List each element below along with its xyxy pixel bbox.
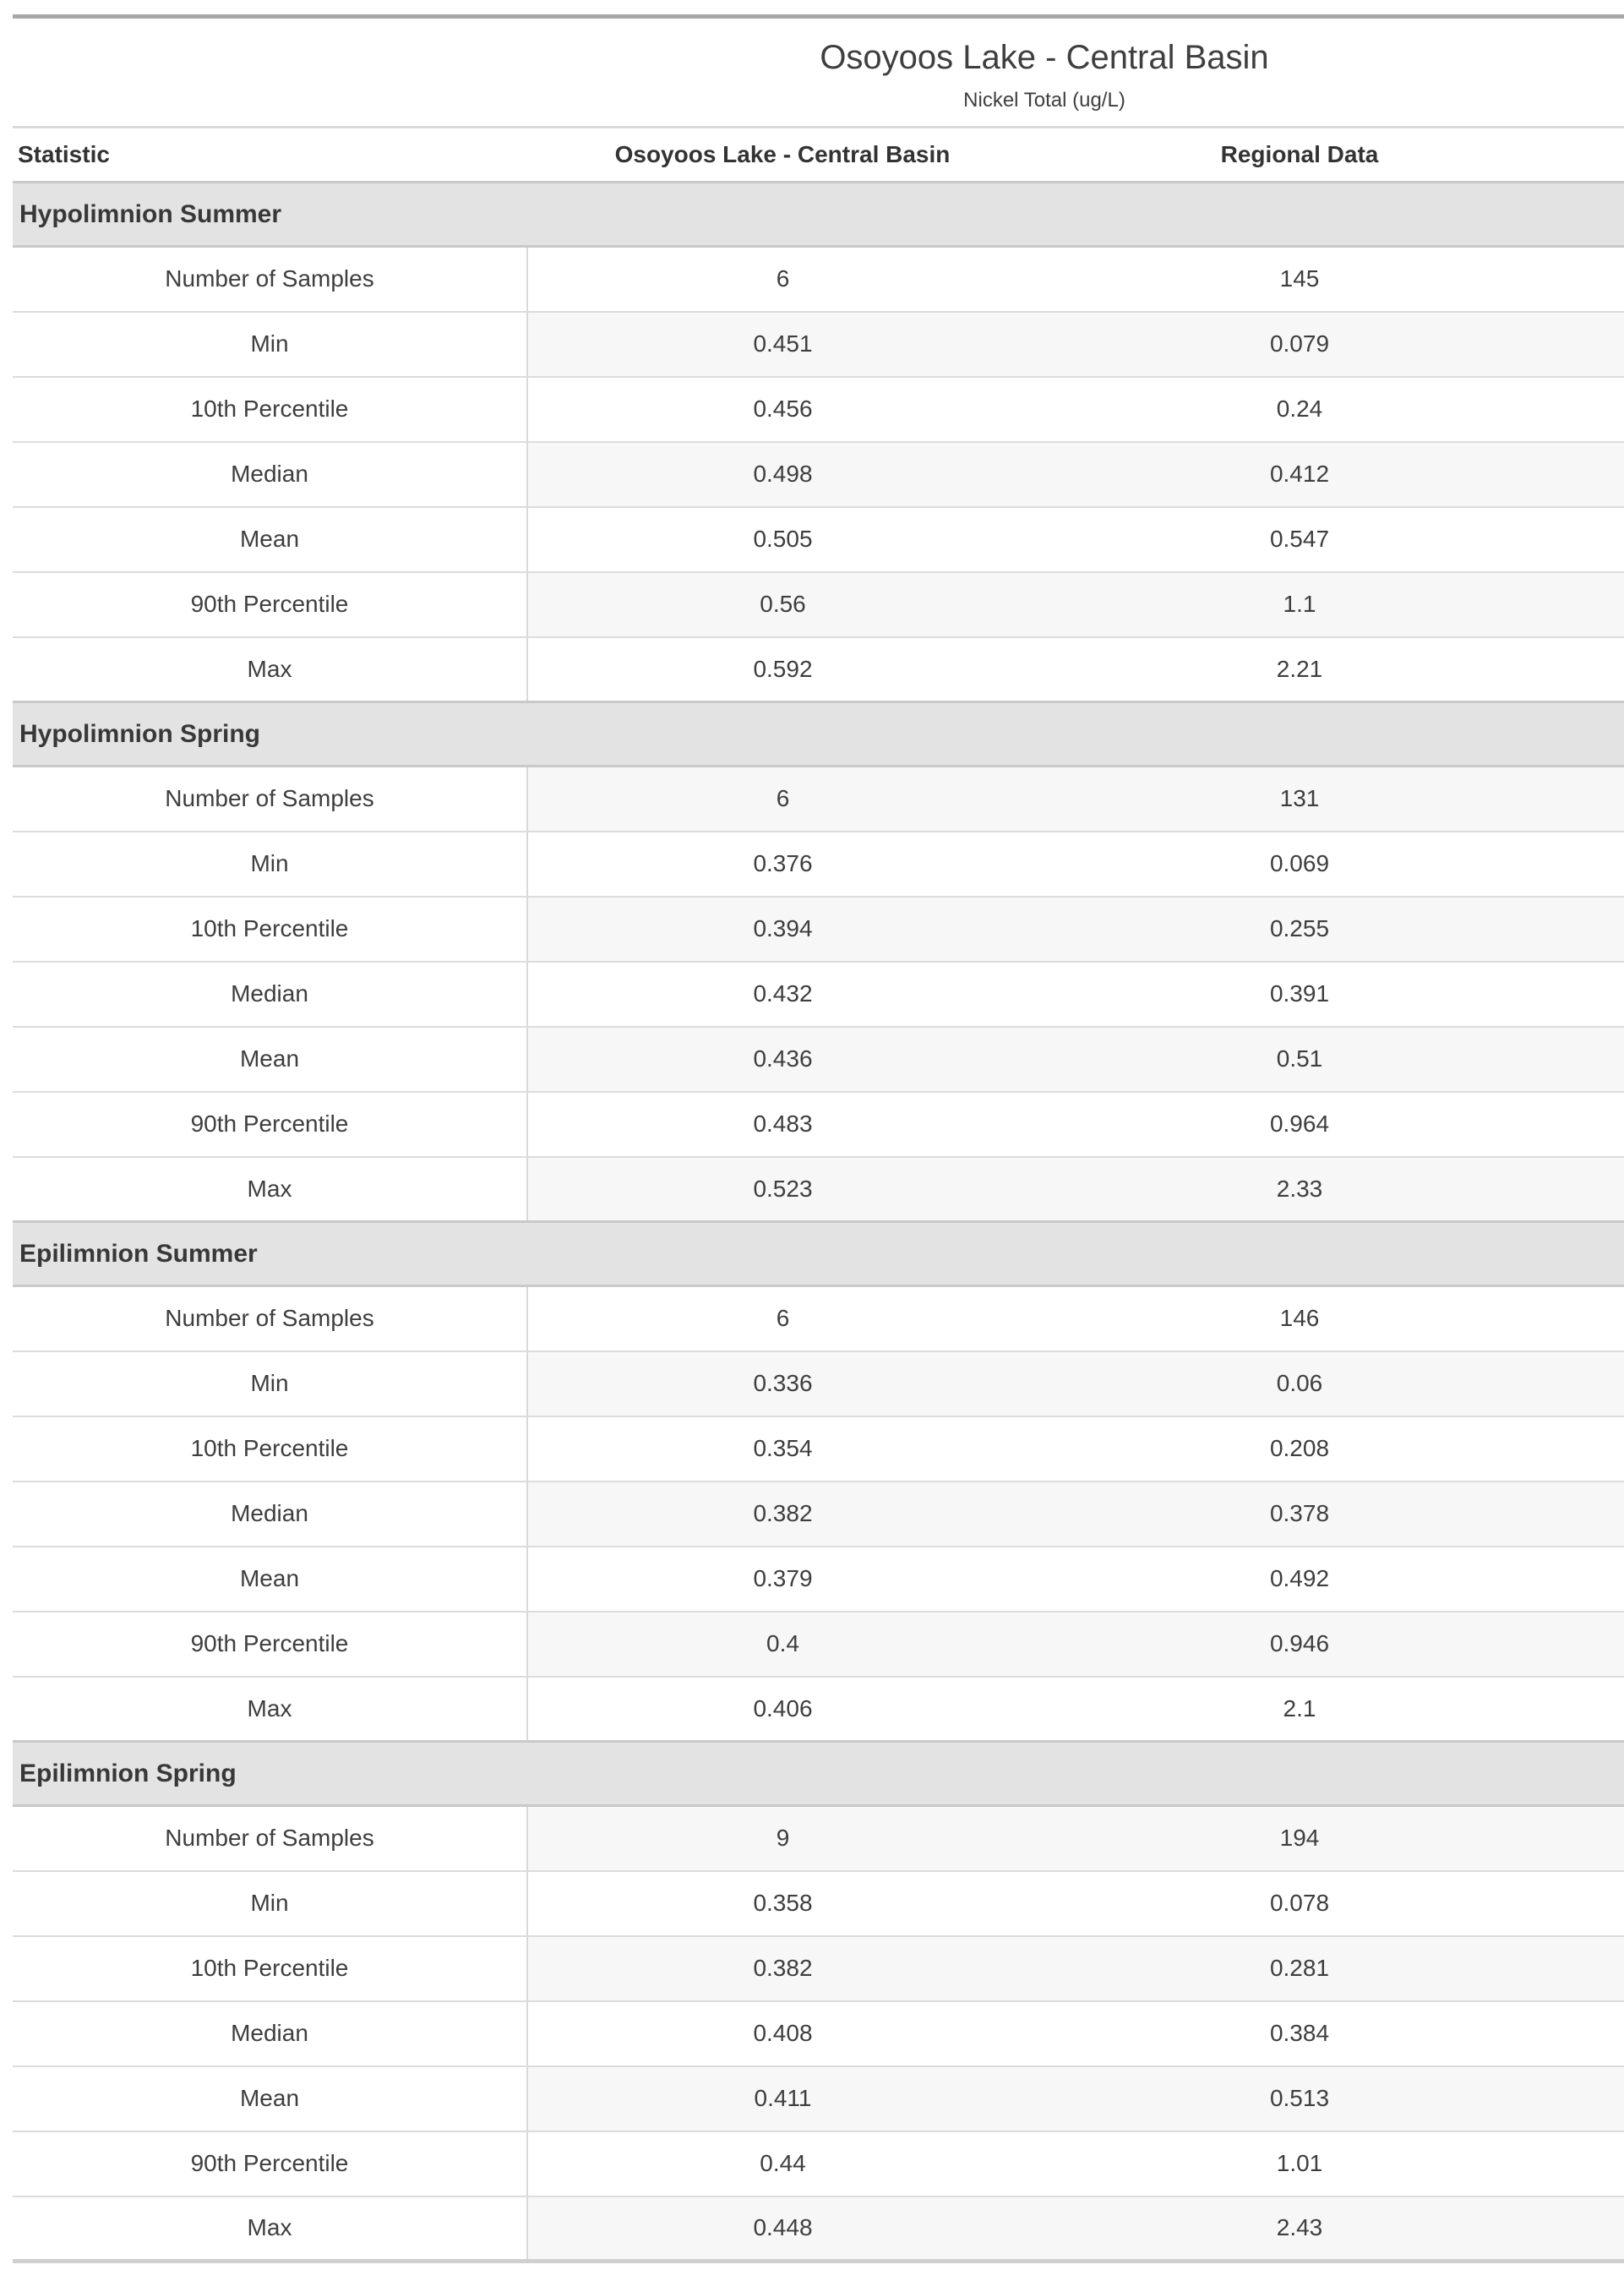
table-row [13,572,1624,637]
regional-value-cell: 0.492 [1038,1547,1561,1612]
table-row [13,2001,1624,2066]
row-spacer-cell [1561,507,1624,572]
row-spacer-cell [1561,312,1624,377]
regional-value-cell: 146 [1038,1286,1561,1351]
regional-value-cell: 2.21 [1038,637,1561,702]
row-spacer-cell [1561,1286,1624,1351]
regional-value-cell: 0.06 [1038,1351,1561,1416]
stat-label-cell: Number of Samples [13,1806,527,1871]
site-value-cell: 0.408 [527,2001,1038,2066]
table-row [13,1936,1624,2001]
table-row [13,1157,1624,1222]
stat-label-cell: Mean [13,1547,527,1612]
stat-label-cell: Min [13,1871,527,1936]
regional-value-cell: 0.51 [1038,1027,1561,1092]
stat-label-cell: 10th Percentile [13,377,527,442]
row-spacer-cell [1561,377,1624,442]
site-value-cell: 0.448 [527,2196,1038,2262]
table-row [13,767,1624,832]
row-spacer-cell [1561,2066,1624,2131]
row-spacer-cell [1561,1677,1624,1742]
site-value-cell: 0.436 [527,1027,1038,1092]
title-row-left-blank [13,17,527,128]
title-row [13,17,1624,128]
stat-label-cell: 10th Percentile [13,1416,527,1482]
section-header-row [13,1742,1624,1806]
site-value-cell: 0.4 [527,1612,1038,1677]
table-row [13,1806,1624,1871]
table-row [13,2131,1624,2196]
site-value-cell: 0.382 [527,1936,1038,2001]
stat-label-cell: Min [13,1351,527,1416]
section-header-label: Epilimnion Spring [13,1742,1624,1806]
row-spacer-cell [1561,1092,1624,1157]
stat-label-cell: Mean [13,1027,527,1092]
regional-value-cell: 0.513 [1038,2066,1561,2131]
section-header-label: Hypolimnion Summer [13,183,1624,247]
site-value-cell: 0.505 [527,507,1038,572]
regional-value-cell: 1.01 [1038,2131,1561,2196]
table-row [13,442,1624,507]
stat-label-cell: Min [13,312,527,377]
row-spacer-cell [1561,247,1624,312]
site-value-cell: 0.394 [527,897,1038,962]
stat-label-cell: Number of Samples [13,247,527,312]
stat-label-cell: Mean [13,2066,527,2131]
row-spacer-cell [1561,1482,1624,1547]
site-value-cell: 0.358 [527,1871,1038,1936]
table-row [13,247,1624,312]
stat-label-cell: Median [13,962,527,1027]
table-row [13,1871,1624,1936]
section-header-label: Epilimnion Summer [13,1222,1624,1286]
site-value-cell: 9 [527,1806,1038,1871]
site-value-cell: 0.354 [527,1416,1038,1482]
column-header-regional: Regional Data [1038,128,1561,183]
title-row-right-blank [1561,17,1624,128]
section-header-label: Hypolimnion Spring [13,702,1624,767]
site-value-cell: 0.406 [527,1677,1038,1742]
regional-value-cell: 0.946 [1038,1612,1561,1677]
stat-label-cell: 90th Percentile [13,1092,527,1157]
regional-value-cell: 0.079 [1038,312,1561,377]
row-spacer-cell [1561,637,1624,702]
regional-value-cell: 2.43 [1038,2196,1561,2262]
stat-label-cell: Median [13,1482,527,1547]
page-subtitle: Nickel Total (ug/L) [963,88,1125,112]
stat-label-cell: Mean [13,507,527,572]
table-row [13,2066,1624,2131]
table-row [13,637,1624,702]
table-row [13,1351,1624,1416]
column-header-site: Osoyoos Lake - Central Basin [527,128,1038,183]
stats-table [13,14,1624,2263]
site-value-cell: 0.498 [527,442,1038,507]
section-header-row [13,183,1624,247]
column-header-row [13,128,1624,183]
table-row [13,1416,1624,1482]
section-header-row [13,702,1624,767]
row-spacer-cell [1561,1936,1624,2001]
site-value-cell: 0.411 [527,2066,1038,2131]
site-value-cell: 6 [527,1286,1038,1351]
stat-label-cell: 90th Percentile [13,572,527,637]
title-block [527,17,1561,128]
regional-value-cell: 0.378 [1038,1482,1561,1547]
site-value-cell: 0.451 [527,312,1038,377]
site-value-cell: 0.56 [527,572,1038,637]
table-row [13,1286,1624,1351]
regional-value-cell: 0.391 [1038,962,1561,1027]
table-row [13,1027,1624,1092]
regional-value-cell: 0.069 [1038,832,1561,897]
row-spacer-cell [1561,572,1624,637]
stat-label-cell: Max [13,637,527,702]
stat-label-cell: 90th Percentile [13,2131,527,2196]
row-spacer-cell [1561,2196,1624,2262]
section-header-row [13,1222,1624,1286]
row-spacer-cell [1561,1157,1624,1222]
regional-value-cell: 2.33 [1038,1157,1561,1222]
site-value-cell: 0.523 [527,1157,1038,1222]
table-row [13,507,1624,572]
regional-value-cell: 0.964 [1038,1092,1561,1157]
site-value-cell: 6 [527,247,1038,312]
regional-value-cell: 2.1 [1038,1677,1561,1742]
row-spacer-cell [1561,767,1624,832]
table-row [13,962,1624,1027]
table-row [13,377,1624,442]
table-row [13,832,1624,897]
page-title: Osoyoos Lake - Central Basin [820,38,1269,76]
row-spacer-cell [1561,832,1624,897]
row-spacer-cell [1561,1806,1624,1871]
row-spacer-cell [1561,2001,1624,2066]
stat-label-cell: Median [13,442,527,507]
site-value-cell: 0.336 [527,1351,1038,1416]
regional-value-cell: 0.384 [1038,2001,1561,2066]
stat-label-cell: Median [13,2001,527,2066]
regional-value-cell: 194 [1038,1806,1561,1871]
row-spacer-cell [1561,2131,1624,2196]
row-spacer-cell [1561,1612,1624,1677]
table-row [13,1482,1624,1547]
regional-value-cell: 0.281 [1038,1936,1561,2001]
site-value-cell: 0.432 [527,962,1038,1027]
site-value-cell: 0.44 [527,2131,1038,2196]
row-spacer-cell [1561,1416,1624,1482]
site-value-cell: 6 [527,767,1038,832]
regional-value-cell: 0.078 [1038,1871,1561,1936]
stat-label-cell: Min [13,832,527,897]
stat-label-cell: Number of Samples [13,767,527,832]
stat-label-cell: Max [13,1677,527,1742]
site-value-cell: 0.382 [527,1482,1038,1547]
row-spacer-cell [1561,1871,1624,1936]
row-spacer-cell [1561,1027,1624,1092]
table-row [13,1612,1624,1677]
column-header-statistic: Statistic [13,128,527,183]
table-row [13,2196,1624,2262]
site-value-cell: 0.376 [527,832,1038,897]
stat-label-cell: 10th Percentile [13,897,527,962]
row-spacer-cell [1561,962,1624,1027]
stat-label-cell: Max [13,2196,527,2262]
regional-value-cell: 0.412 [1038,442,1561,507]
regional-value-cell: 1.1 [1038,572,1561,637]
regional-value-cell: 0.24 [1038,377,1561,442]
table-row [13,1092,1624,1157]
site-value-cell: 0.483 [527,1092,1038,1157]
table-row [13,1677,1624,1742]
regional-value-cell: 131 [1038,767,1561,832]
regional-value-cell: 0.255 [1038,897,1561,962]
row-spacer-cell [1561,897,1624,962]
stat-label-cell: Max [13,1157,527,1222]
row-spacer-cell [1561,1547,1624,1612]
regional-value-cell: 0.208 [1038,1416,1561,1482]
table-row [13,897,1624,962]
table-row [13,1547,1624,1612]
regional-value-cell: 145 [1038,247,1561,312]
column-header-spacer [1561,128,1624,183]
site-value-cell: 0.379 [527,1547,1038,1612]
stat-label-cell: Number of Samples [13,1286,527,1351]
site-value-cell: 0.592 [527,637,1038,702]
stat-label-cell: 90th Percentile [13,1612,527,1677]
stat-label-cell: 10th Percentile [13,1936,527,2001]
site-value-cell: 0.456 [527,377,1038,442]
regional-value-cell: 0.547 [1038,507,1561,572]
table-row [13,312,1624,377]
row-spacer-cell [1561,442,1624,507]
row-spacer-cell [1561,1351,1624,1416]
